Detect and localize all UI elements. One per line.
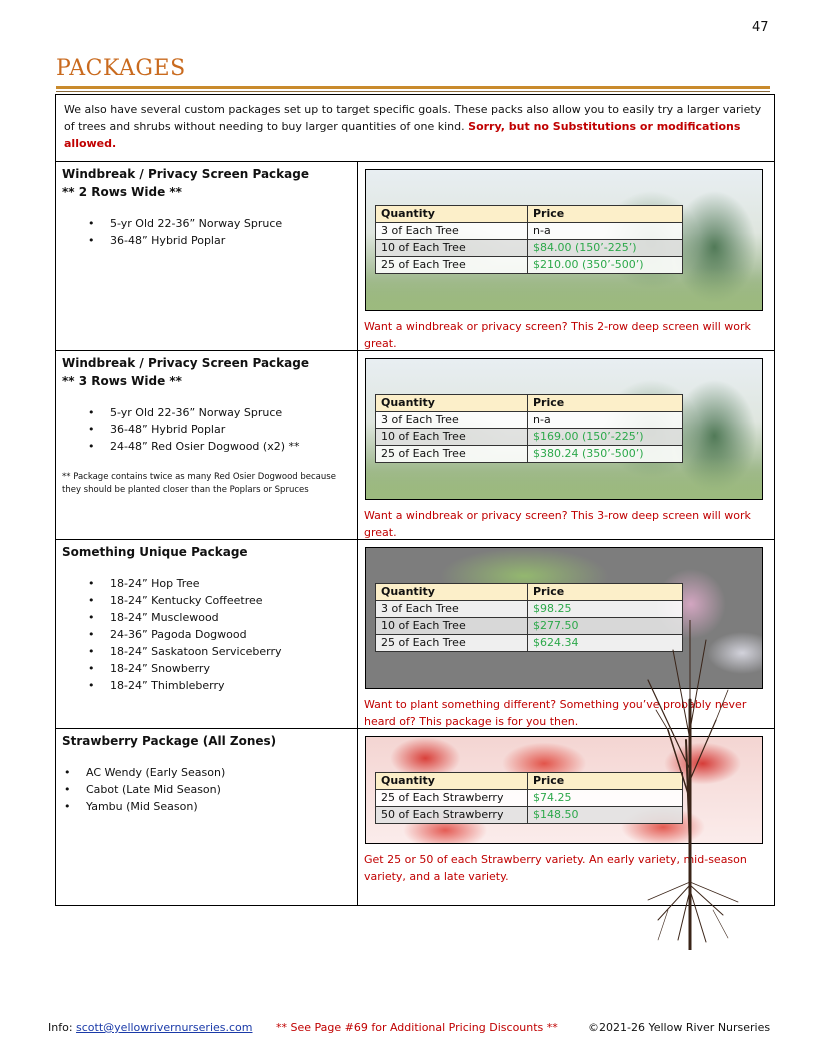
package-details (56, 729, 358, 905)
price-cell: n-a (528, 223, 683, 240)
package-item: • 36-48” Hybrid Poplar (110, 232, 351, 249)
package-item: • 18-24” Kentucky Coffeetree (110, 592, 351, 609)
table-header-price: Price (528, 206, 683, 223)
package-item: • 18-24” Snowberry (110, 660, 351, 677)
quantity-cell: 25 of Each Tree (376, 635, 528, 652)
windbreak-photo (365, 358, 763, 500)
price-cell: $380.24 (350’-500’) (528, 446, 683, 463)
price-table (375, 394, 683, 463)
package-item-list (62, 575, 351, 694)
package-item-list (62, 215, 351, 249)
price-cell: $624.34 (528, 635, 683, 652)
package-item: • 18-24” Musclewood (110, 609, 351, 626)
quantity-cell: 25 of Each Tree (376, 257, 528, 274)
package-name: Windbreak / Privacy Screen Package (62, 167, 309, 181)
price-cell: $74.25 (528, 790, 683, 807)
no-substitutions-warning: Sorry, but no Substitutions or modifications allowed. (64, 120, 741, 150)
footer-email-link[interactable]: scott@yellowrivernurseries.com (76, 1021, 253, 1034)
table-header-price: Price (528, 773, 683, 790)
page-footer (48, 1021, 778, 1034)
price-cell: $277.50 (528, 618, 683, 635)
price-table (375, 205, 683, 274)
footer-info-label: Info: (48, 1021, 73, 1034)
windbreak-photo (365, 169, 763, 311)
price-cell: n-a (528, 412, 683, 429)
bare-root-tree-illustration (628, 620, 748, 950)
package-item: • 18-24” Hop Tree (110, 575, 351, 592)
package-item-list (62, 764, 351, 815)
price-cell: $169.00 (150’-225’) (528, 429, 683, 446)
package-item: • Yambu (Mid Season) (86, 798, 351, 815)
quantity-cell: 25 of Each Tree (376, 446, 528, 463)
quantity-cell: 10 of Each Tree (376, 240, 528, 257)
package-subtitle: ** 3 Rows Wide ** (62, 374, 182, 388)
package-item: • 18-24” Saskatoon Serviceberry (110, 643, 351, 660)
page-title: PACKAGES (56, 56, 186, 81)
package-caption: Get 25 or 50 of each Strawberry variety. An early variety, mid-season variety, and a late variety. (364, 853, 747, 883)
package-item: • Cabot (Late Mid Season) (86, 781, 351, 798)
quantity-cell: 3 of Each Tree (376, 412, 528, 429)
package-item: • 18-24” Thimbleberry (110, 677, 351, 694)
intro-box (55, 94, 775, 161)
table-header-quantity: Quantity (376, 206, 528, 223)
package-item-list (62, 404, 351, 455)
table-header-quantity: Quantity (376, 395, 528, 412)
package-caption: Want a windbreak or privacy screen? This 2-row deep screen will work great. (364, 320, 751, 350)
quantity-cell: 10 of Each Tree (376, 429, 528, 446)
table-header-price: Price (528, 395, 683, 412)
table-header-price: Price (528, 584, 683, 601)
package-item: • 5-yr Old 22-36” Norway Spruce (110, 404, 351, 421)
package-caption: Want to plant something different? Something you’ve probably never heard of? This package is for you then. (364, 698, 747, 728)
table-header-quantity: Quantity (376, 584, 528, 601)
quantity-cell: 3 of Each Tree (376, 223, 528, 240)
package-item: • AC Wendy (Early Season) (86, 764, 351, 781)
title-rule-thin (56, 91, 770, 92)
package-details (56, 540, 358, 729)
package-name: Strawberry Package (All Zones) (62, 734, 277, 748)
intro-text: We also have several custom packages set up to target specific goals. These packs also allow you to easily try a larger variety of trees and shrubs without needing to buy larger quantities of one kind. (64, 103, 762, 133)
page-number: 47 (752, 20, 769, 35)
package-name: Windbreak / Privacy Screen Package (62, 356, 309, 370)
package-caption: Want a windbreak or privacy screen? This 3-row deep screen will work great. (364, 509, 751, 539)
quantity-cell: 25 of Each Strawberry (376, 790, 528, 807)
price-cell: $98.25 (528, 601, 683, 618)
price-cell: $210.00 (350’-500’) (528, 257, 683, 274)
package-details (56, 351, 358, 540)
package-item: • 24-36” Pagoda Dogwood (110, 626, 351, 643)
price-cell: $84.00 (150’-225’) (528, 240, 683, 257)
package-subtitle: ** 2 Rows Wide ** (62, 185, 182, 199)
package-note: ** Package contains twice as many Red Osier Dogwood because they should be planted closer than the Poplars or Spruces (62, 472, 336, 495)
package-item: • 36-48” Hybrid Poplar (110, 421, 351, 438)
footer-copyright: ©2021-26 Yellow River Nurseries (588, 1021, 771, 1034)
package-name: Something Unique Package (62, 545, 248, 559)
quantity-cell: 50 of Each Strawberry (376, 807, 528, 824)
quantity-cell: 10 of Each Tree (376, 618, 528, 635)
package-details (56, 162, 358, 351)
footer-pricing-note: ** See Page #69 for Additional Pricing Discounts ** (276, 1021, 558, 1034)
package-item: • 5-yr Old 22-36” Norway Spruce (110, 215, 351, 232)
package-item: • 24-48” Red Osier Dogwood (x2) ** (110, 438, 351, 455)
package-row-windbreak-3 (55, 350, 775, 540)
table-header-quantity: Quantity (376, 773, 528, 790)
quantity-cell: 3 of Each Tree (376, 601, 528, 618)
title-rule (56, 86, 770, 89)
package-row-windbreak-2 (55, 161, 775, 351)
price-cell: $148.50 (528, 807, 683, 824)
